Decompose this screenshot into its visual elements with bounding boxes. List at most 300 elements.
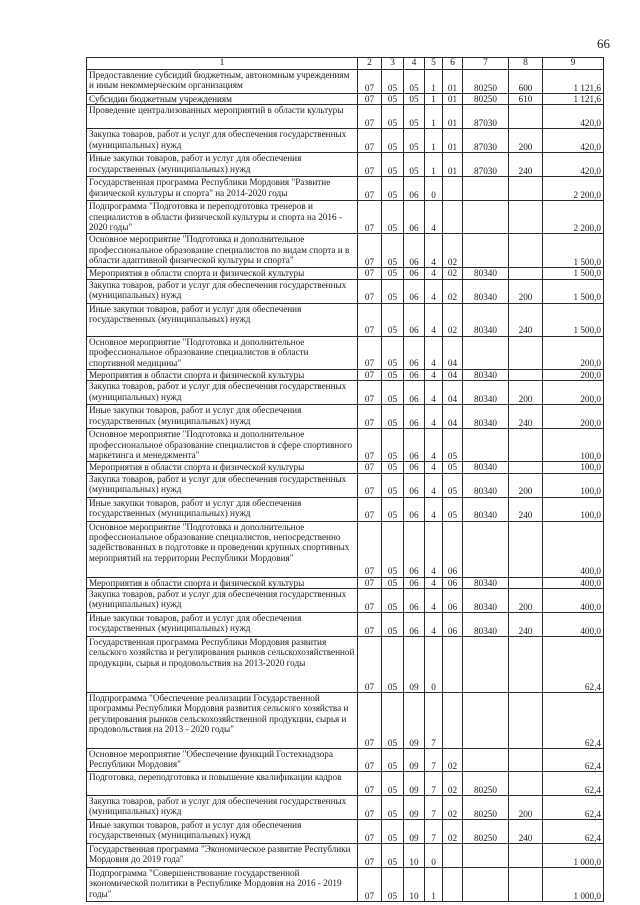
row-code-c7: 80340: [463, 268, 509, 279]
row-code-c8: 240: [509, 303, 543, 336]
row-code-c2: 07: [358, 303, 382, 336]
row-code-c4: 10: [404, 844, 425, 868]
row-code-c3: 05: [382, 868, 404, 902]
row-amount: 62,4: [543, 749, 604, 772]
row-code-c7: [463, 868, 509, 902]
row-name: Иные закупки товаров, работ и услуг для обеспечения государственных (муниципальных) нужд: [87, 303, 358, 336]
row-code-c5: 0: [425, 844, 443, 868]
row-code-c5: 1: [425, 105, 443, 129]
row-code-c3: 05: [382, 381, 404, 405]
row-code-c6: 02: [443, 303, 463, 336]
row-name: Основное мероприятие "Подготовка и дополнительное профессиональное образование специалистов, непосредственно задействованных в подготовке и проведении крупных спортивных мероприятий на территории Республики Мордовия": [87, 521, 358, 577]
row-code-c2: 07: [358, 577, 382, 588]
table-row: [87, 234, 604, 268]
table-row: [87, 268, 604, 279]
row-amount: 200,0: [543, 369, 604, 380]
row-code-c8: [509, 369, 543, 380]
row-code-c7: 80340: [463, 279, 509, 303]
row-code-c3: 05: [382, 129, 404, 153]
row-code-c4: 05: [404, 105, 425, 129]
row-code-c3: 05: [382, 637, 404, 693]
budget-table: [86, 57, 604, 902]
row-amount: 1 000,0: [543, 844, 604, 868]
row-code-c5: 4: [425, 462, 443, 473]
row-code-c5: 1: [425, 868, 443, 902]
row-code-c2: 07: [358, 868, 382, 902]
row-code-c2: 07: [358, 105, 382, 129]
table-row: [87, 70, 604, 94]
row-code-c4: 09: [404, 796, 425, 820]
row-code-c5: 0: [425, 177, 443, 201]
page-number: 66: [597, 36, 610, 51]
row-code-c8: [509, 336, 543, 369]
table-row: [87, 405, 604, 429]
row-code-c6: 04: [443, 336, 463, 369]
row-code-c5: 4: [425, 429, 443, 462]
table-row: [87, 94, 604, 105]
row-amount: 1 000,0: [543, 868, 604, 902]
table-row: [87, 429, 604, 462]
table-row: [87, 749, 604, 772]
row-code-c6: 01: [443, 105, 463, 129]
row-code-c8: [509, 429, 543, 462]
row-code-c5: 4: [425, 279, 443, 303]
row-name: Закупка товаров, работ и услуг для обеспечения государственных (муниципальных) нужд: [87, 473, 358, 497]
row-code-c7: 80250: [463, 772, 509, 796]
row-code-c8: 240: [509, 820, 543, 844]
row-name: Проведение централизованных мероприятий в области культуры: [87, 105, 358, 129]
row-code-c5: 0: [425, 637, 443, 693]
row-code-c4: 10: [404, 868, 425, 902]
table-row: [87, 279, 604, 303]
row-code-c3: 05: [382, 462, 404, 473]
row-code-c8: [509, 868, 543, 902]
row-code-c3: 05: [382, 613, 404, 637]
row-name: Иные закупки товаров, работ и услуг для обеспечения государственных (муниципальных) нужд: [87, 497, 358, 521]
row-code-c2: 07: [358, 234, 382, 268]
column-header: 2: [358, 58, 382, 70]
row-code-c6: [443, 844, 463, 868]
row-name: Субсидии бюджетным учреждениям: [87, 94, 358, 105]
row-code-c4: 06: [404, 429, 425, 462]
row-code-c4: 05: [404, 70, 425, 94]
row-name: Закупка товаров, работ и услуг для обеспечения государственных (муниципальных) нужд: [87, 129, 358, 153]
row-code-c7: 80250: [463, 70, 509, 94]
row-code-c8: 200: [509, 796, 543, 820]
row-code-c2: 07: [358, 749, 382, 772]
row-code-c2: 07: [358, 820, 382, 844]
row-code-c3: 05: [382, 405, 404, 429]
row-code-c7: 80340: [463, 613, 509, 637]
row-code-c7: [463, 234, 509, 268]
row-code-c2: 07: [358, 637, 382, 693]
row-code-c7: 87030: [463, 129, 509, 153]
row-code-c3: 05: [382, 268, 404, 279]
row-code-c2: 07: [358, 693, 382, 749]
row-name: Мероприятия в области спорта и физической культуры: [87, 462, 358, 473]
row-code-c7: 80250: [463, 796, 509, 820]
row-name: Закупка товаров, работ и услуг для обеспечения государственных (муниципальных) нужд: [87, 796, 358, 820]
row-code-c6: [443, 637, 463, 693]
row-code-c3: 05: [382, 820, 404, 844]
row-code-c4: 05: [404, 129, 425, 153]
row-code-c8: [509, 521, 543, 577]
row-amount: 200,0: [543, 336, 604, 369]
table-row: [87, 577, 604, 588]
row-code-c8: [509, 105, 543, 129]
row-amount: 420,0: [543, 105, 604, 129]
row-code-c6: 06: [443, 577, 463, 588]
row-code-c7: [463, 844, 509, 868]
row-code-c7: [463, 521, 509, 577]
row-code-c7: 80340: [463, 577, 509, 588]
row-code-c3: 05: [382, 844, 404, 868]
row-code-c3: 05: [382, 177, 404, 201]
table-row: [87, 462, 604, 473]
row-code-c2: 07: [358, 405, 382, 429]
row-name: Иные закупки товаров, работ и услуг для обеспечения государственных (муниципальных) нужд: [87, 820, 358, 844]
row-code-c5: 4: [425, 521, 443, 577]
row-amount: 100,0: [543, 429, 604, 462]
row-code-c5: 4: [425, 473, 443, 497]
row-code-c7: 80340: [463, 303, 509, 336]
row-name: Предоставление субсидий бюджетным, автономным учреждениям и иным некоммерческим организациям: [87, 70, 358, 94]
row-code-c3: 05: [382, 577, 404, 588]
table-row: [87, 844, 604, 868]
row-code-c3: 05: [382, 279, 404, 303]
row-code-c4: 06: [404, 303, 425, 336]
row-code-c6: 04: [443, 369, 463, 380]
row-code-c7: 80340: [463, 369, 509, 380]
row-code-c8: [509, 177, 543, 201]
row-code-c2: 07: [358, 70, 382, 94]
row-amount: 1 500,0: [543, 234, 604, 268]
row-code-c3: 05: [382, 429, 404, 462]
row-name: Подпрограмма "Подготовка и переподготовка тренеров и специалистов в области физической культуры и спорта на 2016 - 2020 годы": [87, 201, 358, 234]
row-amount: 100,0: [543, 497, 604, 521]
row-name: Закупка товаров, работ и услуг для обеспечения государственных (муниципальных) нужд: [87, 279, 358, 303]
row-code-c6: 02: [443, 796, 463, 820]
row-code-c3: 05: [382, 153, 404, 177]
row-code-c6: 04: [443, 381, 463, 405]
row-amount: 200,0: [543, 381, 604, 405]
row-code-c2: 07: [358, 613, 382, 637]
column-header: 7: [463, 58, 509, 70]
row-code-c4: 06: [404, 613, 425, 637]
table-row: [87, 201, 604, 234]
row-amount: 420,0: [543, 153, 604, 177]
row-code-c4: 06: [404, 369, 425, 380]
row-code-c3: 05: [382, 497, 404, 521]
row-code-c8: [509, 772, 543, 796]
row-name: Иные закупки товаров, работ и услуг для обеспечения государственных (муниципальных) нужд: [87, 405, 358, 429]
row-code-c2: 07: [358, 473, 382, 497]
table-body: [87, 70, 604, 902]
table-row: [87, 497, 604, 521]
row-amount: 1 500,0: [543, 279, 604, 303]
row-code-c5: 4: [425, 201, 443, 234]
table-row: [87, 105, 604, 129]
table-row: [87, 381, 604, 405]
table-row: [87, 637, 604, 693]
row-name: Мероприятия в области спорта и физической культуры: [87, 577, 358, 588]
row-code-c4: 06: [404, 268, 425, 279]
row-code-c6: 05: [443, 473, 463, 497]
row-code-c7: 80250: [463, 94, 509, 105]
row-code-c5: 7: [425, 693, 443, 749]
row-code-c6: [443, 201, 463, 234]
row-amount: 1 121,6: [543, 94, 604, 105]
row-code-c8: [509, 234, 543, 268]
table-row: [87, 303, 604, 336]
row-code-c6: 06: [443, 589, 463, 613]
row-code-c2: 07: [358, 369, 382, 380]
row-code-c3: 05: [382, 693, 404, 749]
table-row: [87, 153, 604, 177]
row-code-c5: 4: [425, 497, 443, 521]
row-code-c7: 80340: [463, 473, 509, 497]
row-code-c4: 09: [404, 749, 425, 772]
row-code-c5: 7: [425, 820, 443, 844]
row-code-c5: 4: [425, 589, 443, 613]
row-amount: 100,0: [543, 473, 604, 497]
row-code-c5: 4: [425, 381, 443, 405]
row-amount: 400,0: [543, 521, 604, 577]
row-code-c8: 200: [509, 473, 543, 497]
row-name: Основное мероприятие "Подготовка и дополнительное профессиональное образование специалистов по видам спорта и в области адаптивной физической культуры и спорта": [87, 234, 358, 268]
row-code-c7: [463, 336, 509, 369]
row-name: Основное мероприятие "Подготовка и дополнительное профессиональное образование специалистов в области спортивной медицины": [87, 336, 358, 369]
row-code-c2: 07: [358, 336, 382, 369]
row-code-c7: 87030: [463, 153, 509, 177]
row-code-c7: 80340: [463, 405, 509, 429]
row-code-c4: 06: [404, 405, 425, 429]
row-code-c2: 07: [358, 94, 382, 105]
row-code-c2: 07: [358, 521, 382, 577]
column-header: 1: [87, 58, 358, 70]
row-code-c5: 4: [425, 577, 443, 588]
row-code-c8: [509, 844, 543, 868]
column-header: 5: [425, 58, 443, 70]
row-code-c6: 01: [443, 153, 463, 177]
row-code-c8: 240: [509, 497, 543, 521]
row-name: Иные закупки товаров, работ и услуг для обеспечения государственных (муниципальных) нужд: [87, 153, 358, 177]
row-code-c8: 240: [509, 613, 543, 637]
table-row: [87, 693, 604, 749]
row-code-c7: 80340: [463, 497, 509, 521]
row-code-c3: 05: [382, 796, 404, 820]
row-amount: 100,0: [543, 462, 604, 473]
row-code-c3: 05: [382, 772, 404, 796]
row-code-c4: 09: [404, 637, 425, 693]
row-code-c6: 01: [443, 94, 463, 105]
row-code-c2: 07: [358, 177, 382, 201]
row-code-c4: 06: [404, 234, 425, 268]
row-code-c6: 02: [443, 749, 463, 772]
row-amount: 62,4: [543, 820, 604, 844]
row-code-c8: 200: [509, 129, 543, 153]
table-row: [87, 868, 604, 902]
row-code-c4: 05: [404, 94, 425, 105]
row-code-c7: [463, 749, 509, 772]
row-amount: 62,4: [543, 772, 604, 796]
row-amount: 400,0: [543, 577, 604, 588]
row-code-c6: 06: [443, 613, 463, 637]
row-name: Иные закупки товаров, работ и услуг для обеспечения государственных (муниципальных) нужд: [87, 613, 358, 637]
row-code-c4: 06: [404, 201, 425, 234]
row-code-c7: 87030: [463, 105, 509, 129]
row-name: Государственная программа "Экономическое развитие Республики Мордовия до 2019 года": [87, 844, 358, 868]
row-code-c5: 7: [425, 749, 443, 772]
row-amount: 1 121,6: [543, 70, 604, 94]
row-amount: 2 200,0: [543, 177, 604, 201]
row-code-c8: 200: [509, 589, 543, 613]
table-header-row: [87, 58, 604, 70]
row-code-c8: 240: [509, 405, 543, 429]
table-row: [87, 589, 604, 613]
row-code-c4: 06: [404, 177, 425, 201]
row-amount: 62,4: [543, 693, 604, 749]
row-code-c3: 05: [382, 369, 404, 380]
row-code-c8: 200: [509, 381, 543, 405]
row-code-c4: 09: [404, 820, 425, 844]
row-code-c3: 05: [382, 589, 404, 613]
row-code-c4: 06: [404, 577, 425, 588]
row-name: Мероприятия в области спорта и физической культуры: [87, 268, 358, 279]
row-code-c2: 07: [358, 279, 382, 303]
row-code-c3: 05: [382, 749, 404, 772]
row-name: Подпрограмма "Совершенствование государственной экономической политики в Республике Мордовия на 2016 - 2019 годы": [87, 868, 358, 902]
row-amount: 400,0: [543, 589, 604, 613]
row-code-c6: 02: [443, 234, 463, 268]
table-row: [87, 796, 604, 820]
table-row: [87, 820, 604, 844]
row-code-c3: 05: [382, 521, 404, 577]
table-row: [87, 129, 604, 153]
row-code-c7: 80340: [463, 589, 509, 613]
row-code-c8: 600: [509, 70, 543, 94]
row-code-c7: [463, 429, 509, 462]
row-code-c2: 07: [358, 462, 382, 473]
row-code-c3: 05: [382, 303, 404, 336]
row-code-c7: 80340: [463, 381, 509, 405]
row-name: Основное мероприятие "Обеспечение функций Гостехнадзора Республики Мордовия": [87, 749, 358, 772]
row-code-c6: 02: [443, 820, 463, 844]
row-code-c3: 05: [382, 94, 404, 105]
table-row: [87, 177, 604, 201]
row-code-c8: [509, 749, 543, 772]
row-name: Подготовка, переподготовка и повышение квалификации кадров: [87, 772, 358, 796]
row-code-c2: 07: [358, 268, 382, 279]
row-code-c2: 07: [358, 201, 382, 234]
row-code-c8: [509, 268, 543, 279]
row-code-c6: 05: [443, 462, 463, 473]
row-code-c2: 07: [358, 589, 382, 613]
row-code-c8: [509, 577, 543, 588]
column-header: 3: [382, 58, 404, 70]
row-amount: 62,4: [543, 796, 604, 820]
row-name: Основное мероприятие "Подготовка и дополнительное профессиональное образование специалистов в сфере спортивного маркетинга и менеджмента": [87, 429, 358, 462]
row-code-c6: 01: [443, 129, 463, 153]
row-code-c7: 80340: [463, 462, 509, 473]
table-row: [87, 613, 604, 637]
column-header: 8: [509, 58, 543, 70]
table-row: [87, 369, 604, 380]
row-name: Мероприятия в области спорта и физической культуры: [87, 369, 358, 380]
column-header: 4: [404, 58, 425, 70]
row-code-c5: 1: [425, 129, 443, 153]
row-code-c3: 05: [382, 201, 404, 234]
row-amount: 1 500,0: [543, 303, 604, 336]
row-code-c4: 06: [404, 473, 425, 497]
row-code-c5: 4: [425, 613, 443, 637]
row-name: Государственная программа Республики Мордовия развития сельского хозяйства и регулирования рынков сельскохозяйственной продукции, сырья и продовольствия на 2013-2020 годы: [87, 637, 358, 693]
row-code-c3: 05: [382, 473, 404, 497]
row-code-c6: 04: [443, 405, 463, 429]
column-header: 6: [443, 58, 463, 70]
row-code-c8: [509, 462, 543, 473]
row-code-c2: 07: [358, 429, 382, 462]
row-code-c6: 02: [443, 268, 463, 279]
row-code-c2: 07: [358, 497, 382, 521]
row-code-c4: 09: [404, 693, 425, 749]
row-code-c5: 1: [425, 70, 443, 94]
row-code-c6: 05: [443, 497, 463, 521]
row-name: Закупка товаров, работ и услуг для обеспечения государственных (муниципальных) нужд: [87, 589, 358, 613]
row-amount: 1 500,0: [543, 268, 604, 279]
row-code-c4: 06: [404, 462, 425, 473]
row-code-c6: [443, 693, 463, 749]
row-code-c7: [463, 637, 509, 693]
row-code-c3: 05: [382, 105, 404, 129]
row-amount: 62,4: [543, 637, 604, 693]
row-code-c5: 4: [425, 405, 443, 429]
row-code-c5: 1: [425, 94, 443, 105]
row-code-c6: [443, 177, 463, 201]
row-code-c7: 80250: [463, 820, 509, 844]
row-code-c3: 05: [382, 336, 404, 369]
row-code-c5: 4: [425, 369, 443, 380]
row-code-c8: 610: [509, 94, 543, 105]
row-code-c6: 02: [443, 279, 463, 303]
row-code-c6: 05: [443, 429, 463, 462]
row-name: Государственная программа Республики Мордовия "Развитие физической культуры и спорта" на 2014-2020 годы: [87, 177, 358, 201]
table-row: [87, 772, 604, 796]
table-row: [87, 336, 604, 369]
row-code-c2: 07: [358, 129, 382, 153]
row-code-c5: 7: [425, 796, 443, 820]
row-code-c4: 06: [404, 521, 425, 577]
table-row: [87, 473, 604, 497]
row-code-c2: 07: [358, 844, 382, 868]
row-code-c5: 4: [425, 234, 443, 268]
row-code-c5: 4: [425, 268, 443, 279]
row-code-c5: 1: [425, 153, 443, 177]
row-code-c4: 06: [404, 381, 425, 405]
row-code-c3: 05: [382, 234, 404, 268]
row-code-c7: [463, 693, 509, 749]
row-code-c2: 07: [358, 153, 382, 177]
row-amount: 420,0: [543, 129, 604, 153]
row-name: Подпрограмма "Обеспечение реализации Государственной программы Республики Мордовия развития сельского хозяйства и регулирования рынков сельскохозяйственной продукции, сырья и продовольствия на 2013 - 2020 годы": [87, 693, 358, 749]
row-code-c5: 4: [425, 303, 443, 336]
row-code-c4: 06: [404, 336, 425, 369]
row-amount: 2 200,0: [543, 201, 604, 234]
row-code-c6: 02: [443, 772, 463, 796]
row-code-c6: 06: [443, 521, 463, 577]
table-row: [87, 521, 604, 577]
row-amount: 400,0: [543, 613, 604, 637]
